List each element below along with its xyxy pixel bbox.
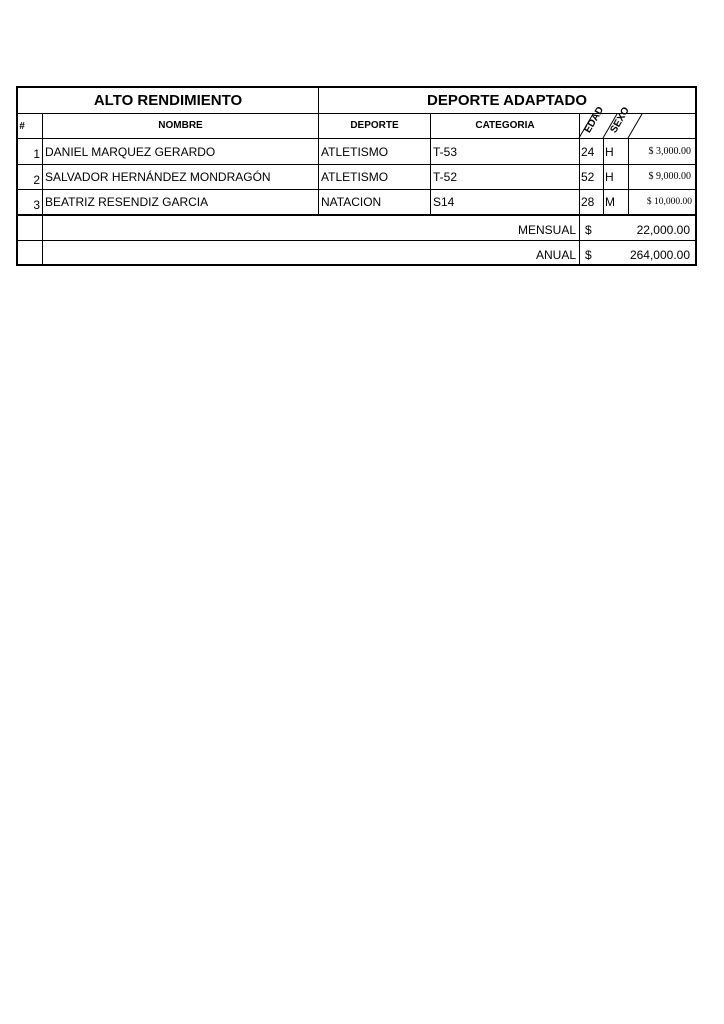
row1-monto: $ 3,000.00 (648, 146, 691, 157)
row2-monto: $ 9,000.00 (648, 171, 691, 182)
row1-categoria: T-53 (433, 145, 458, 159)
header-edad: EDAD (582, 104, 607, 135)
data-end-divider (18, 214, 695, 216)
row2-categoria: T-52 (433, 170, 458, 184)
row3-num: 3 (33, 198, 40, 212)
header-deporte: DEPORTE (350, 120, 399, 131)
title-alto-rendimiento: ALTO RENDIMIENTO (93, 92, 243, 109)
row3-nombre: BEATRIZ RESENDIZ GARCIA (45, 195, 209, 209)
title-deporte-adaptado: DEPORTE ADAPTADO (426, 92, 587, 109)
row1-sexo: H (605, 145, 614, 159)
row1-edad: 24 (581, 145, 595, 159)
header-num: # (19, 121, 25, 132)
num-col-line (42, 113, 43, 264)
sports-table (16, 86, 697, 266)
anual-value: 264,000.00 (629, 248, 690, 262)
row2-divider (18, 189, 695, 190)
anual-currency: $ (585, 248, 592, 262)
header-nombre: NOMBRE (158, 120, 203, 131)
row1-deporte: ATLETISMO (321, 145, 389, 159)
row3-monto: $ 10,000.00 (646, 197, 692, 207)
row3-sexo: M (605, 195, 615, 209)
row2-num: 2 (33, 173, 40, 187)
anual-label: ANUAL (535, 248, 576, 262)
row1-divider (18, 164, 695, 165)
row2-edad: 52 (581, 170, 595, 184)
row2-nombre: SALVADOR HERNÁNDEZ MONDRAGÓN (45, 170, 271, 184)
mensual-label: MENSUAL (517, 223, 576, 237)
mensual-currency: $ (585, 223, 592, 237)
row3-edad: 28 (581, 195, 595, 209)
row1-nombre: DANIEL MARQUEZ GERARDO (45, 145, 216, 159)
row3-categoria: S14 (433, 195, 455, 209)
row2-deporte: ATLETISMO (321, 170, 389, 184)
header-sexo: SEXO (608, 105, 632, 135)
header-categoria: CATEGORIA (475, 120, 535, 131)
row1-num: 1 (33, 147, 40, 161)
edad-col-line (603, 138, 604, 215)
row2-sexo: H (605, 170, 614, 184)
row3-deporte: NATACION (321, 195, 382, 209)
totals-divider (18, 240, 695, 241)
mensual-value: 22,000.00 (636, 223, 690, 237)
